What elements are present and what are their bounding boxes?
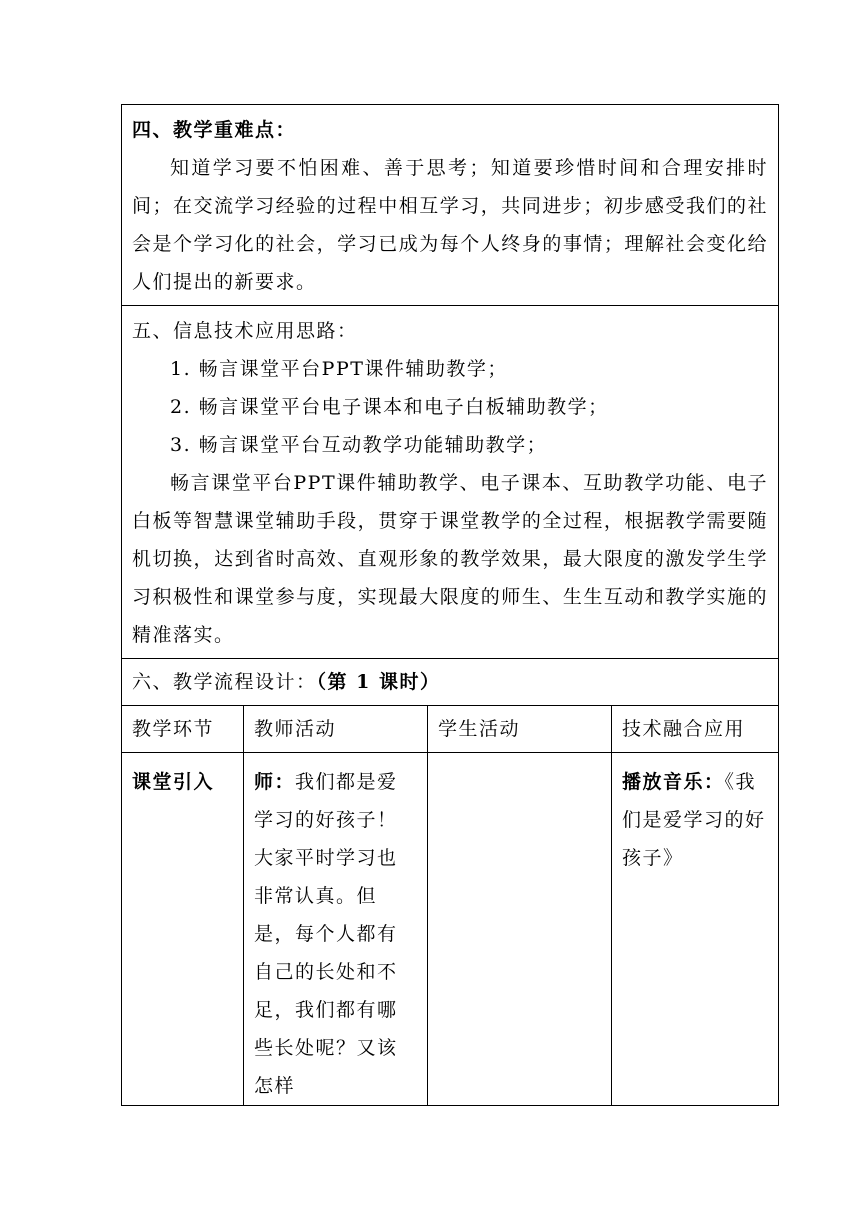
teacher-label: 师： <box>254 771 296 793</box>
flow-table-header-row <box>122 706 779 753</box>
section5-paragraph: 畅言课堂平台PPT课件辅助教学、电子课本、互助教学功能、电子白板等智慧课堂辅助手段，贯穿于课堂教学的全过程，根据教学需要随机切换，达到省时高效、直观形象的教学效果，最大限度的激发学生学习积极性和课堂参与度，实现最大限度的师生、生生互动和教学实施的精准落实。 <box>132 472 769 646</box>
student-activity-cell <box>428 753 612 1106</box>
list-item: 2. 畅言课堂平台电子课本和电子白板辅助教学； <box>170 396 609 418</box>
list-item: 3. 畅言课堂平台互动教学功能辅助教学； <box>170 434 548 456</box>
section6-cell <box>122 659 779 706</box>
column-header-stage: 教学环节 <box>122 706 244 753</box>
tech-label: 播放音乐： <box>622 771 725 793</box>
column-header-teacher: 教师活动 <box>244 706 428 753</box>
stage-cell: 课堂引入 <box>122 753 244 1106</box>
section6-heading-prefix: 六、教学流程设计： <box>132 671 317 693</box>
section4-paragraph: 知道学习要不怕困难、善于思考；知道要珍惜时间和合理安排时间；在交流学习经验的过程中相互学习，共同进步；初步感受我们的社会是个学习化的社会，学习已成为每个人终身的事情；理解社会变化给人们提出的新要求。 <box>132 157 769 293</box>
lesson-plan-table <box>121 104 779 1106</box>
teacher-activity-text: 我们都是爱学习的好孩子！大家平时学习也非常认真。但是，每个人都有自己的长处和不足，我们都有哪些长处呢？又该怎样 <box>254 771 398 1097</box>
section4-cell <box>122 105 779 306</box>
section6-row <box>122 659 779 706</box>
teacher-activity-cell <box>244 753 428 1106</box>
section6-heading-lesson: （第 1 课时） <box>316 671 441 693</box>
table-row <box>122 753 779 1106</box>
section4-heading: 四、教学重难点： <box>132 119 297 141</box>
list-item: 1. 畅言课堂平台PPT课件辅助教学； <box>170 358 508 380</box>
section4-row <box>122 105 779 306</box>
section5-heading: 五、信息技术应用思路： <box>132 320 358 342</box>
section5-row <box>122 306 779 659</box>
tech-application-cell <box>612 753 779 1106</box>
column-header-tech: 技术融合应用 <box>612 706 779 753</box>
tech-application-text: 《我们是爱学习的好孩子》 <box>622 771 766 869</box>
section5-cell <box>122 306 779 659</box>
column-header-student: 学生活动 <box>428 706 612 753</box>
